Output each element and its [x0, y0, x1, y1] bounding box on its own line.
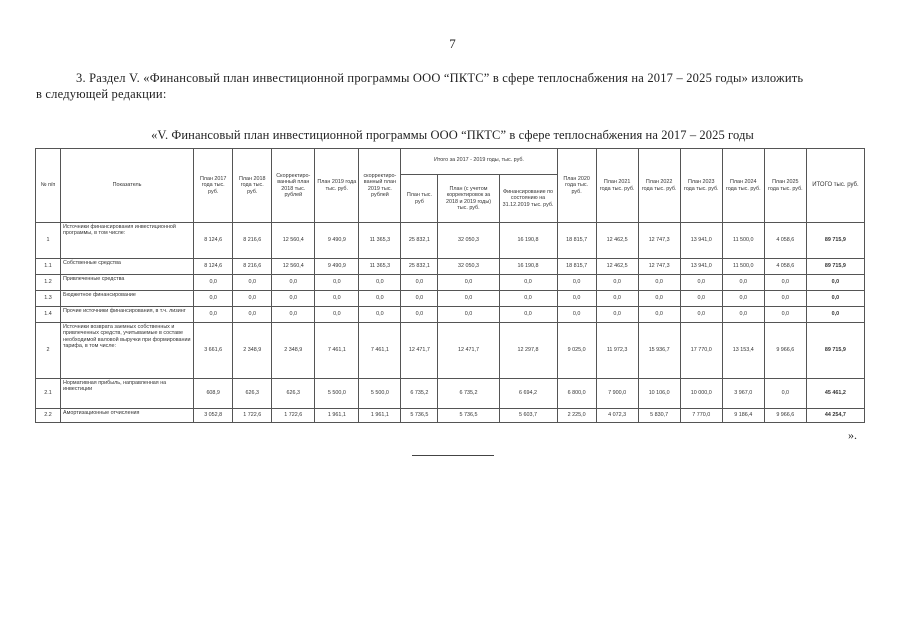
row-number: 1.3 — [36, 291, 61, 307]
header-sub-financed: Финансирование по состоянию на 31.12.2019 тыс. руб. — [499, 175, 557, 223]
row-total-value: 45 461,2 — [806, 379, 864, 409]
row-value: 4 072,3 — [596, 409, 638, 423]
row-value: 1 722,6 — [272, 409, 315, 423]
row-value: 4 058,6 — [764, 223, 806, 259]
header-plan-2025: План 2025 года тыс. руб. — [764, 149, 806, 223]
row-value: 0,0 — [315, 291, 359, 307]
row-indicator: Источники возврата заемных собственных и привлеченных средств, учитываемые в составе необходимой валовой выручки при формировании тарифа, в том числе: — [61, 323, 194, 379]
row-value: 12 560,4 — [272, 259, 315, 275]
row-value: 3 661,6 — [194, 323, 233, 379]
row-value: 0,0 — [359, 275, 401, 291]
row-value: 0,0 — [194, 307, 233, 323]
header-plan-2022: План 2022 года тыс. руб. — [638, 149, 680, 223]
row-value: 7 770,0 — [680, 409, 722, 423]
row-indicator: Прочие источники финансирования, в т.ч. лизинг — [61, 307, 194, 323]
row-value: 2 225,0 — [557, 409, 596, 423]
row-value: 8 216,6 — [233, 223, 272, 259]
row-value: 12 747,3 — [638, 223, 680, 259]
row-value: 0,0 — [764, 379, 806, 409]
row-value: 9 966,6 — [764, 323, 806, 379]
row-value: 0,0 — [557, 275, 596, 291]
row-indicator: Привлеченные средства — [61, 275, 194, 291]
row-value: 32 050,3 — [438, 223, 499, 259]
row-value: 0,0 — [764, 275, 806, 291]
row-value: 8 124,6 — [194, 259, 233, 275]
intro-paragraph — [36, 70, 866, 102]
row-total-value: 0,0 — [806, 291, 864, 307]
row-value: 0,0 — [764, 291, 806, 307]
row-number: 2.2 — [36, 409, 61, 423]
row-value: 2 348,9 — [272, 323, 315, 379]
row-value: 626,3 — [272, 379, 315, 409]
table-row — [36, 323, 865, 379]
row-value: 0,0 — [359, 291, 401, 307]
page-number: 7 — [449, 36, 456, 51]
row-value: 5 736,5 — [438, 409, 499, 423]
row-value: 6 735,2 — [438, 379, 499, 409]
row-value: 0,0 — [764, 307, 806, 323]
row-indicator: Собственные средства — [61, 259, 194, 275]
row-value: 0,0 — [194, 291, 233, 307]
row-value: 0,0 — [638, 307, 680, 323]
row-value: 0,0 — [359, 307, 401, 323]
row-value: 1 961,1 — [315, 409, 359, 423]
row-number: 1 — [36, 223, 61, 259]
section-title: «V. Финансовый план инвестиционной программы ООО “ПКТС” в сфере теплоснабжения на 2017 – 2025 годы — [151, 128, 754, 142]
header-plan-2019: План 2019 года тыс. руб. — [315, 149, 359, 223]
row-value: 3 052,8 — [194, 409, 233, 423]
table-row — [36, 223, 865, 259]
row-total-value: 0,0 — [806, 307, 864, 323]
row-value: 9 490,9 — [315, 259, 359, 275]
row-value: 2 348,9 — [233, 323, 272, 379]
row-value: 6 800,0 — [557, 379, 596, 409]
row-value: 6 694,2 — [499, 379, 557, 409]
row-indicator: Бюджетное финансирование — [61, 291, 194, 307]
row-value: 9 490,9 — [315, 223, 359, 259]
row-value: 6 735,2 — [401, 379, 438, 409]
header-indicator: Показатель — [61, 149, 194, 223]
header-grand-total: ИТОГО тыс. руб. — [806, 149, 864, 223]
header-no: № п/п — [36, 149, 61, 223]
table-row — [36, 307, 865, 323]
intro-line-1: 3. Раздел V. «Финансовый план инвестиционной программы ООО “ПКТС” в сфере теплоснабжения на 2017 – 2025 годы» изложить — [76, 71, 804, 85]
row-value: 13 941,0 — [680, 223, 722, 259]
separator-line — [412, 455, 494, 456]
row-value: 12 560,4 — [272, 223, 315, 259]
row-value: 0,0 — [401, 307, 438, 323]
row-value: 0,0 — [233, 275, 272, 291]
row-value: 0,0 — [315, 307, 359, 323]
header-total-2017-2019: Итого за 2017 - 2019 годы, тыс. руб. — [401, 149, 557, 175]
header-adjusted-2018: Скорректиро-ванный план 2018 тыс. рублей — [272, 149, 315, 223]
row-value: 9 966,6 — [764, 409, 806, 423]
row-value: 0,0 — [233, 291, 272, 307]
row-value: 12 462,5 — [596, 223, 638, 259]
row-total-value: 89 715,9 — [806, 223, 864, 259]
header-plan-2023: План 2023 года тыс. руб. — [680, 149, 722, 223]
row-total-value: 89 715,9 — [806, 323, 864, 379]
row-value: 0,0 — [596, 307, 638, 323]
table-body — [36, 223, 865, 423]
closing-quote-mark: ». — [848, 428, 857, 442]
row-value: 0,0 — [272, 291, 315, 307]
row-value: 5 830,7 — [638, 409, 680, 423]
table-row — [36, 409, 865, 423]
row-value: 0,0 — [596, 275, 638, 291]
row-value: 7 900,0 — [596, 379, 638, 409]
row-value: 11 500,0 — [722, 259, 764, 275]
row-value: 11 365,3 — [359, 223, 401, 259]
row-total-value: 0,0 — [806, 275, 864, 291]
header-sub-plan: План тыс. руб — [401, 175, 438, 223]
row-value: 32 050,3 — [438, 259, 499, 275]
row-value: 608,9 — [194, 379, 233, 409]
row-value: 0,0 — [638, 275, 680, 291]
header-plan-2018: План 2018 года тыс. руб. — [233, 149, 272, 223]
row-value: 16 190,8 — [499, 223, 557, 259]
row-value: 0,0 — [499, 291, 557, 307]
row-value: 5 500,0 — [315, 379, 359, 409]
row-value: 0,0 — [680, 275, 722, 291]
row-number: 1.4 — [36, 307, 61, 323]
row-value: 1 961,1 — [359, 409, 401, 423]
row-value: 7 461,1 — [315, 323, 359, 379]
row-value: 5 736,5 — [401, 409, 438, 423]
header-plan-2021: План 2021 года тыс. руб. — [596, 149, 638, 223]
financial-plan-table — [35, 148, 865, 423]
row-number: 2.1 — [36, 379, 61, 409]
row-number: 2 — [36, 323, 61, 379]
row-indicator: Источники финансирования инвестиционной программы, в том числе: — [61, 223, 194, 259]
row-total-value: 89 715,9 — [806, 259, 864, 275]
row-value: 9 186,4 — [722, 409, 764, 423]
row-value: 0,0 — [557, 291, 596, 307]
row-value: 11 500,0 — [722, 223, 764, 259]
row-value: 11 972,3 — [596, 323, 638, 379]
row-value: 0,0 — [315, 275, 359, 291]
row-value: 11 365,3 — [359, 259, 401, 275]
intro-line-2: в следующей редакции: — [36, 87, 167, 101]
row-value: 12 471,7 — [438, 323, 499, 379]
table-row — [36, 379, 865, 409]
row-number: 1.1 — [36, 259, 61, 275]
row-value: 12 471,7 — [401, 323, 438, 379]
row-value: 0,0 — [499, 275, 557, 291]
row-value: 0,0 — [722, 307, 764, 323]
row-value: 10 000,0 — [680, 379, 722, 409]
header-plan-2017: План 2017 года тыс. руб. — [194, 149, 233, 223]
row-value: 0,0 — [272, 275, 315, 291]
row-value: 0,0 — [680, 307, 722, 323]
table-row — [36, 291, 865, 307]
row-value: 8 216,6 — [233, 259, 272, 275]
header-adjusted-2019: скорректиро-ванный план 2019 тыс. рублей — [359, 149, 401, 223]
row-value: 0,0 — [438, 307, 499, 323]
row-value: 8 124,6 — [194, 223, 233, 259]
row-value: 18 815,7 — [557, 259, 596, 275]
row-value: 9 025,0 — [557, 323, 596, 379]
row-value: 0,0 — [438, 275, 499, 291]
row-value: 5 500,0 — [359, 379, 401, 409]
row-number: 1.2 — [36, 275, 61, 291]
row-value: 0,0 — [272, 307, 315, 323]
header-sub-adjusted: План (с учетом корректировок за 2018 и 2019 годы) тыс. руб. — [438, 175, 499, 223]
row-value: 0,0 — [722, 275, 764, 291]
row-value: 0,0 — [233, 307, 272, 323]
row-value: 15 936,7 — [638, 323, 680, 379]
row-value: 0,0 — [638, 291, 680, 307]
row-value: 0,0 — [499, 307, 557, 323]
row-value: 1 722,6 — [233, 409, 272, 423]
header-plan-2024: План 2024 года тыс. руб. — [722, 149, 764, 223]
row-value: 0,0 — [438, 291, 499, 307]
row-value: 12 297,8 — [499, 323, 557, 379]
row-value: 13 153,4 — [722, 323, 764, 379]
row-value: 16 190,8 — [499, 259, 557, 275]
row-value: 0,0 — [557, 307, 596, 323]
row-indicator: Амортизационные отчисления — [61, 409, 194, 423]
row-value: 7 461,1 — [359, 323, 401, 379]
row-value: 4 058,6 — [764, 259, 806, 275]
row-indicator: Нормативная прибыль, направленная на инвестиции — [61, 379, 194, 409]
row-value: 25 832,1 — [401, 259, 438, 275]
row-value: 3 967,0 — [722, 379, 764, 409]
row-value: 0,0 — [722, 291, 764, 307]
row-value: 0,0 — [401, 291, 438, 307]
header-plan-2020: План 2020 года тыс. руб. — [557, 149, 596, 223]
row-value: 0,0 — [194, 275, 233, 291]
row-total-value: 44 254,7 — [806, 409, 864, 423]
row-value: 12 747,3 — [638, 259, 680, 275]
row-value: 18 815,7 — [557, 223, 596, 259]
row-value: 10 106,0 — [638, 379, 680, 409]
row-value: 0,0 — [680, 291, 722, 307]
row-value: 5 603,7 — [499, 409, 557, 423]
row-value: 0,0 — [401, 275, 438, 291]
row-value: 12 462,5 — [596, 259, 638, 275]
row-value: 626,3 — [233, 379, 272, 409]
table-row — [36, 275, 865, 291]
row-value: 0,0 — [596, 291, 638, 307]
row-value: 13 941,0 — [680, 259, 722, 275]
row-value: 25 832,1 — [401, 223, 438, 259]
row-value: 17 770,0 — [680, 323, 722, 379]
table-row — [36, 259, 865, 275]
